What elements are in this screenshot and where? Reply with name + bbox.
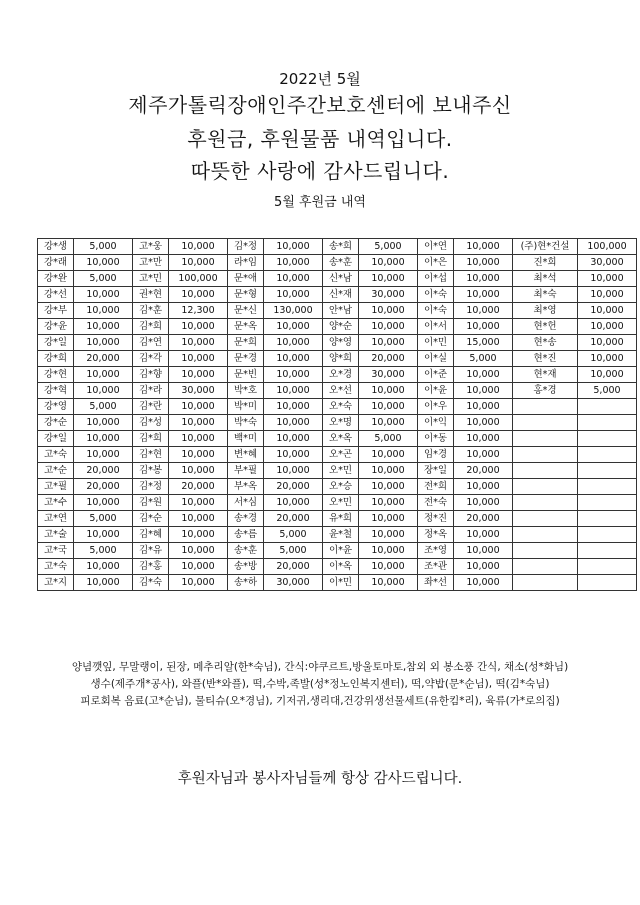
donor-name-cell: 김*희 [133, 319, 169, 335]
donor-name-cell [513, 511, 578, 527]
donation-amount-cell: 10,000 [169, 543, 228, 559]
donor-name-cell: 강*영 [38, 399, 74, 415]
donation-amount-cell: 10,000 [454, 527, 513, 543]
donation-amount-cell [578, 431, 637, 447]
donor-name-cell: 김*성 [133, 415, 169, 431]
donor-name-cell: 오*승 [323, 479, 359, 495]
donation-amount-cell: 20,000 [454, 511, 513, 527]
donation-amount-cell: 12,300 [169, 303, 228, 319]
donor-name-cell: 오*민 [323, 463, 359, 479]
donation-amount-cell: 20,000 [264, 479, 323, 495]
donor-name-cell [513, 575, 578, 591]
donor-name-cell: 이*연 [418, 239, 454, 255]
donor-name-cell: 고*국 [38, 543, 74, 559]
table-row [38, 351, 637, 367]
donor-name-cell: 문*희 [228, 335, 264, 351]
donation-amount-cell: 10,000 [169, 431, 228, 447]
donor-name-cell: 김*순 [133, 511, 169, 527]
donation-amount-cell: 10,000 [264, 351, 323, 367]
donor-name-cell [513, 431, 578, 447]
thank-you-footer: 후원자님과 봉사자님들께 항상 감사드립니다. [177, 771, 463, 787]
donation-amount-cell: 10,000 [74, 303, 133, 319]
donor-name-cell: 송*희 [323, 239, 359, 255]
donation-amount-cell: 10,000 [74, 255, 133, 271]
donor-name-cell: 백*미 [228, 431, 264, 447]
donor-name-cell: 최*영 [513, 303, 578, 319]
report-date: 2022년 5월 [279, 70, 361, 88]
donation-amount-cell: 100,000 [578, 239, 637, 255]
donation-amount-cell: 10,000 [264, 335, 323, 351]
donation-amount-cell: 10,000 [74, 367, 133, 383]
donor-name-cell: 김*향 [133, 367, 169, 383]
donor-name-cell: 강*생 [38, 239, 74, 255]
donation-amount-cell: 10,000 [359, 319, 418, 335]
donor-name-cell: 오*옥 [323, 431, 359, 447]
donor-name-cell: 라*임 [228, 255, 264, 271]
donor-name-cell: 고*필 [38, 479, 74, 495]
donation-amount-cell: 10,000 [359, 447, 418, 463]
donor-name-cell: 김*홍 [133, 559, 169, 575]
table-row [38, 239, 637, 255]
donor-name-cell: 김*원 [133, 495, 169, 511]
donation-amount-cell: 5,000 [264, 527, 323, 543]
donation-amount-cell: 10,000 [169, 511, 228, 527]
donation-amount-cell: 5,000 [264, 543, 323, 559]
donor-name-cell: 이*실 [418, 351, 454, 367]
donor-name-cell: 서*심 [228, 495, 264, 511]
donor-name-cell: 유*희 [323, 511, 359, 527]
donor-name-cell: 양*영 [323, 335, 359, 351]
donor-name-cell: 권*현 [133, 287, 169, 303]
donor-name-cell: 김*봉 [133, 463, 169, 479]
donation-amount-cell: 10,000 [359, 399, 418, 415]
donation-amount-cell: 20,000 [74, 463, 133, 479]
donor-name-cell: 현*헌 [513, 319, 578, 335]
donation-amount-cell: 10,000 [359, 335, 418, 351]
donation-amount-cell: 30,000 [169, 383, 228, 399]
donor-name-cell: 이*숙 [418, 303, 454, 319]
table-row [38, 271, 637, 287]
donor-name-cell: 박*호 [228, 383, 264, 399]
donation-amount-cell: 10,000 [169, 399, 228, 415]
table-row [38, 527, 637, 543]
title-line-2: 후원금, 후원물품 내역입니다. [187, 127, 453, 151]
donation-amount-cell: 10,000 [454, 271, 513, 287]
donation-amount-cell: 10,000 [74, 383, 133, 399]
donation-amount-cell: 20,000 [454, 463, 513, 479]
donation-amount-cell [578, 527, 637, 543]
donor-name-cell: 문*옥 [228, 319, 264, 335]
donation-amount-cell: 130,000 [264, 303, 323, 319]
donation-amount-cell: 10,000 [454, 303, 513, 319]
donation-amount-cell: 10,000 [578, 303, 637, 319]
donation-amount-cell: 10,000 [169, 575, 228, 591]
donation-amount-cell: 10,000 [578, 367, 637, 383]
donation-amount-cell: 10,000 [74, 431, 133, 447]
donation-amount-cell: 10,000 [169, 495, 228, 511]
donor-name-cell: 고*순 [38, 463, 74, 479]
donor-name-cell: 현*송 [513, 335, 578, 351]
donation-amount-cell: 10,000 [454, 543, 513, 559]
donation-amount-cell: 10,000 [169, 415, 228, 431]
table-row [38, 335, 637, 351]
donor-name-cell: 이*옥 [323, 559, 359, 575]
donation-amount-cell: 10,000 [578, 351, 637, 367]
donation-amount-cell: 5,000 [74, 271, 133, 287]
donation-amount-cell: 10,000 [169, 527, 228, 543]
donor-name-cell: 김*라 [133, 383, 169, 399]
donor-name-cell: 고*숙 [38, 447, 74, 463]
donation-amount-cell: 10,000 [454, 479, 513, 495]
donor-name-cell [513, 527, 578, 543]
donor-name-cell: 신*남 [323, 271, 359, 287]
donation-amount-cell: 10,000 [454, 447, 513, 463]
table-row [38, 399, 637, 415]
table-row [38, 463, 637, 479]
donation-amount-cell: 10,000 [74, 287, 133, 303]
donation-amount-cell: 10,000 [454, 559, 513, 575]
donation-amount-cell: 10,000 [454, 319, 513, 335]
donation-amount-cell: 10,000 [264, 271, 323, 287]
donor-name-cell: 진*희 [513, 255, 578, 271]
table-row [38, 559, 637, 575]
items-line-2: 생수(제주개*공사), 와플(반*와플), 떡,수박,족발(성*정노인복지센터), 떡,약밥(문*순님), 떡(김*숙님) [90, 678, 550, 690]
donor-name-cell: 송*훈 [228, 543, 264, 559]
donation-amount-cell: 5,000 [359, 431, 418, 447]
donation-amount-cell [578, 463, 637, 479]
donor-name-cell: 고*민 [133, 271, 169, 287]
donor-name-cell: 고*지 [38, 575, 74, 591]
donation-amount-cell: 30,000 [359, 367, 418, 383]
donation-amount-cell: 10,000 [359, 303, 418, 319]
donor-name-cell: 김*각 [133, 351, 169, 367]
donation-table-body [38, 239, 637, 591]
donor-name-cell: 이*윤 [323, 543, 359, 559]
title-line-1: 제주가톨릭장애인주간보호센터에 보내주신 [128, 93, 512, 117]
donor-name-cell: 송*경 [228, 511, 264, 527]
title-line-3: 따뜻한 사랑에 감사드립니다. [190, 159, 450, 183]
donation-amount-cell [578, 495, 637, 511]
table-row [38, 495, 637, 511]
donor-name-cell: 김*희 [133, 431, 169, 447]
donor-name-cell: 고*만 [133, 255, 169, 271]
donor-name-cell: 문*신 [228, 303, 264, 319]
donation-amount-cell: 10,000 [359, 255, 418, 271]
donor-name-cell: 부*옥 [228, 479, 264, 495]
donor-name-cell: 강*희 [38, 351, 74, 367]
donation-amount-cell [578, 399, 637, 415]
donor-name-cell: 윤*철 [323, 527, 359, 543]
table-row [38, 319, 637, 335]
donor-name-cell: 안*남 [323, 303, 359, 319]
table-row [38, 479, 637, 495]
donation-amount-cell: 30,000 [578, 255, 637, 271]
table-row [38, 447, 637, 463]
donor-name-cell [513, 463, 578, 479]
donation-amount-cell: 20,000 [74, 351, 133, 367]
donation-amount-cell: 10,000 [264, 399, 323, 415]
donation-amount-cell [578, 479, 637, 495]
donation-amount-cell: 10,000 [264, 447, 323, 463]
donation-amount-cell: 10,000 [169, 255, 228, 271]
donation-amount-cell: 10,000 [74, 415, 133, 431]
donor-name-cell: 홍*경 [513, 383, 578, 399]
donation-amount-cell: 10,000 [454, 495, 513, 511]
donor-name-cell: 문*애 [228, 271, 264, 287]
table-row [38, 383, 637, 399]
donor-name-cell: 김*훈 [133, 303, 169, 319]
donation-amount-cell: 10,000 [578, 319, 637, 335]
table-row [38, 431, 637, 447]
table-row [38, 511, 637, 527]
donor-name-cell: 문*경 [228, 351, 264, 367]
donor-name-cell [513, 559, 578, 575]
donor-name-cell: 김*정 [228, 239, 264, 255]
donation-amount-cell: 10,000 [264, 495, 323, 511]
donor-name-cell: 송*름 [228, 527, 264, 543]
items-line-1: 양념깻잎, 무말랭이, 된장, 메추리알(한*숙님), 간식:야쿠르트,방울토마토,참외 외 봉소풍 간식, 채소(성*화님) [71, 661, 569, 673]
donation-amount-cell: 10,000 [74, 335, 133, 351]
donation-amount-cell: 10,000 [359, 527, 418, 543]
donor-name-cell: 오*민 [323, 495, 359, 511]
donation-amount-cell: 10,000 [454, 431, 513, 447]
donor-name-cell: 강*래 [38, 255, 74, 271]
donor-name-cell [513, 495, 578, 511]
donor-name-cell: 정*옥 [418, 527, 454, 543]
donor-name-cell: 양*순 [323, 319, 359, 335]
donation-amount-cell: 10,000 [454, 399, 513, 415]
donor-name-cell [513, 543, 578, 559]
table-row [38, 367, 637, 383]
donation-amount-cell: 10,000 [169, 335, 228, 351]
donor-name-cell: 김*현 [133, 447, 169, 463]
donor-name-cell: 이*숙 [418, 287, 454, 303]
donor-name-cell: 이*우 [418, 399, 454, 415]
table-row [38, 543, 637, 559]
donation-amount-cell: 10,000 [264, 367, 323, 383]
donation-amount-cell [578, 511, 637, 527]
items-line-3: 피로회복 음료(고*순님), 물티슈(오*경님), 기저귀,생리대,건강위생선물세트(유한킴*리), 육류(가*로의집) [80, 695, 560, 707]
donor-name-cell: 김*정 [133, 479, 169, 495]
donation-amount-cell: 10,000 [169, 319, 228, 335]
donor-name-cell [513, 479, 578, 495]
donor-name-cell: 박*미 [228, 399, 264, 415]
table-row [38, 303, 637, 319]
donor-name-cell: 김*란 [133, 399, 169, 415]
donor-name-cell: 이*섭 [418, 271, 454, 287]
donor-name-cell: 김*유 [133, 543, 169, 559]
donation-amount-cell: 10,000 [578, 287, 637, 303]
donation-amount-cell: 10,000 [264, 415, 323, 431]
donation-amount-cell: 10,000 [454, 575, 513, 591]
donor-name-cell [513, 447, 578, 463]
donation-amount-cell: 5,000 [74, 543, 133, 559]
donor-name-cell: 이*민 [418, 335, 454, 351]
donor-name-cell: 조*관 [418, 559, 454, 575]
donor-name-cell: 고*수 [38, 495, 74, 511]
donation-amount-cell: 20,000 [359, 351, 418, 367]
donor-name-cell: 박*숙 [228, 415, 264, 431]
donation-amount-cell: 10,000 [454, 415, 513, 431]
section-subtitle: 5월 후원금 내역 [274, 195, 366, 210]
donation-amount-cell: 10,000 [359, 271, 418, 287]
donor-name-cell: 김*숙 [133, 575, 169, 591]
donation-amount-cell: 10,000 [74, 319, 133, 335]
donor-name-cell [513, 415, 578, 431]
donor-name-cell: 오*숙 [323, 399, 359, 415]
donation-table [37, 238, 637, 591]
donor-name-cell: 강*혁 [38, 383, 74, 399]
donation-amount-cell: 10,000 [264, 319, 323, 335]
donation-amount-cell: 10,000 [578, 335, 637, 351]
donor-name-cell: 임*경 [418, 447, 454, 463]
donation-amount-cell: 10,000 [169, 559, 228, 575]
donation-amount-cell: 10,000 [359, 559, 418, 575]
donation-amount-cell: 10,000 [74, 495, 133, 511]
donor-name-cell: 현*재 [513, 367, 578, 383]
donor-name-cell: 문*빈 [228, 367, 264, 383]
donation-amount-cell: 20,000 [169, 479, 228, 495]
donor-name-cell: 양*희 [323, 351, 359, 367]
donor-name-cell: 신*재 [323, 287, 359, 303]
donor-name-cell: 강*일 [38, 335, 74, 351]
donation-amount-cell: 5,000 [454, 351, 513, 367]
donor-name-cell: 부*필 [228, 463, 264, 479]
donation-amount-cell [578, 575, 637, 591]
table-row [38, 287, 637, 303]
donor-name-cell: 강*윤 [38, 319, 74, 335]
donation-amount-cell: 10,000 [264, 431, 323, 447]
donation-amount-cell: 30,000 [264, 575, 323, 591]
donor-name-cell: 강*완 [38, 271, 74, 287]
donor-name-cell: 조*영 [418, 543, 454, 559]
donor-name-cell: 송*하 [228, 575, 264, 591]
donation-amount-cell: 10,000 [264, 255, 323, 271]
donation-amount-cell: 10,000 [359, 575, 418, 591]
donation-amount-cell: 5,000 [578, 383, 637, 399]
donation-amount-cell: 10,000 [578, 271, 637, 287]
donor-name-cell: 이*익 [418, 415, 454, 431]
donor-name-cell: 전*숙 [418, 495, 454, 511]
donor-name-cell: 오*명 [323, 415, 359, 431]
donation-amount-cell: 10,000 [169, 463, 228, 479]
donation-amount-cell: 10,000 [454, 255, 513, 271]
donation-amount-cell [578, 559, 637, 575]
donation-amount-cell: 10,000 [359, 383, 418, 399]
donation-amount-cell: 10,000 [74, 447, 133, 463]
donor-name-cell: 송*훈 [323, 255, 359, 271]
donor-name-cell: 고*연 [38, 511, 74, 527]
donation-amount-cell: 10,000 [454, 367, 513, 383]
donor-name-cell: 정*진 [418, 511, 454, 527]
donation-amount-cell: 20,000 [74, 479, 133, 495]
donation-amount-cell: 10,000 [169, 287, 228, 303]
donation-amount-cell: 10,000 [359, 543, 418, 559]
donation-amount-cell: 5,000 [359, 239, 418, 255]
donation-amount-cell: 10,000 [74, 559, 133, 575]
donor-name-cell: 최*숙 [513, 287, 578, 303]
donation-amount-cell: 10,000 [359, 495, 418, 511]
donor-name-cell: 고*숙 [38, 559, 74, 575]
donation-amount-cell: 10,000 [264, 383, 323, 399]
donation-amount-cell: 15,000 [454, 335, 513, 351]
donor-name-cell: 강*선 [38, 287, 74, 303]
donation-amount-cell: 10,000 [454, 383, 513, 399]
table-row [38, 415, 637, 431]
donation-amount-cell: 100,000 [169, 271, 228, 287]
donation-amount-cell: 5,000 [74, 399, 133, 415]
table-row [38, 575, 637, 591]
donor-name-cell: 강*현 [38, 367, 74, 383]
donation-amount-cell: 10,000 [169, 351, 228, 367]
donation-amount-cell: 10,000 [359, 511, 418, 527]
donor-name-cell [513, 399, 578, 415]
donation-amount-cell: 5,000 [74, 511, 133, 527]
donor-name-cell: 문*형 [228, 287, 264, 303]
donation-amount-cell: 10,000 [359, 479, 418, 495]
donor-name-cell: 이*민 [323, 575, 359, 591]
donor-name-cell: 좌*선 [418, 575, 454, 591]
donor-name-cell: 오*경 [323, 367, 359, 383]
table-row [38, 255, 637, 271]
donor-name-cell: (주)현*건설 [513, 239, 578, 255]
donor-name-cell: 이*은 [418, 255, 454, 271]
donation-amount-cell: 10,000 [264, 239, 323, 255]
donation-amount-cell: 10,000 [264, 287, 323, 303]
donation-amount-cell [578, 415, 637, 431]
donation-amount-cell [578, 447, 637, 463]
donation-amount-cell: 10,000 [169, 447, 228, 463]
donor-name-cell: 오*곤 [323, 447, 359, 463]
donor-name-cell: 이*준 [418, 367, 454, 383]
donation-amount-cell: 20,000 [264, 511, 323, 527]
donor-name-cell: 이*서 [418, 319, 454, 335]
donor-name-cell: 고*웅 [133, 239, 169, 255]
donor-name-cell: 이*윤 [418, 383, 454, 399]
donor-name-cell: 송*방 [228, 559, 264, 575]
donation-amount-cell: 10,000 [454, 287, 513, 303]
donor-name-cell: 변*혜 [228, 447, 264, 463]
donor-name-cell: 오*선 [323, 383, 359, 399]
donation-amount-cell: 10,000 [359, 463, 418, 479]
donation-amount-cell: 10,000 [74, 575, 133, 591]
donation-amount-cell: 20,000 [264, 559, 323, 575]
donation-amount-cell [578, 543, 637, 559]
donation-amount-cell: 10,000 [169, 367, 228, 383]
donation-amount-cell: 10,000 [74, 527, 133, 543]
donation-amount-cell: 10,000 [359, 415, 418, 431]
donor-name-cell: 전*희 [418, 479, 454, 495]
donor-name-cell: 이*동 [418, 431, 454, 447]
donation-amount-cell: 10,000 [264, 463, 323, 479]
donation-amount-cell: 10,000 [169, 239, 228, 255]
donor-name-cell: 강*순 [38, 415, 74, 431]
donation-amount-cell: 10,000 [454, 239, 513, 255]
donor-name-cell: 강*부 [38, 303, 74, 319]
donor-name-cell: 김*연 [133, 335, 169, 351]
donation-amount-cell: 30,000 [359, 287, 418, 303]
donor-name-cell: 고*술 [38, 527, 74, 543]
donor-name-cell: 강*일 [38, 431, 74, 447]
donor-name-cell: 최*석 [513, 271, 578, 287]
donor-name-cell: 김*혜 [133, 527, 169, 543]
donor-name-cell: 현*진 [513, 351, 578, 367]
donor-name-cell: 장*일 [418, 463, 454, 479]
donation-amount-cell: 5,000 [74, 239, 133, 255]
